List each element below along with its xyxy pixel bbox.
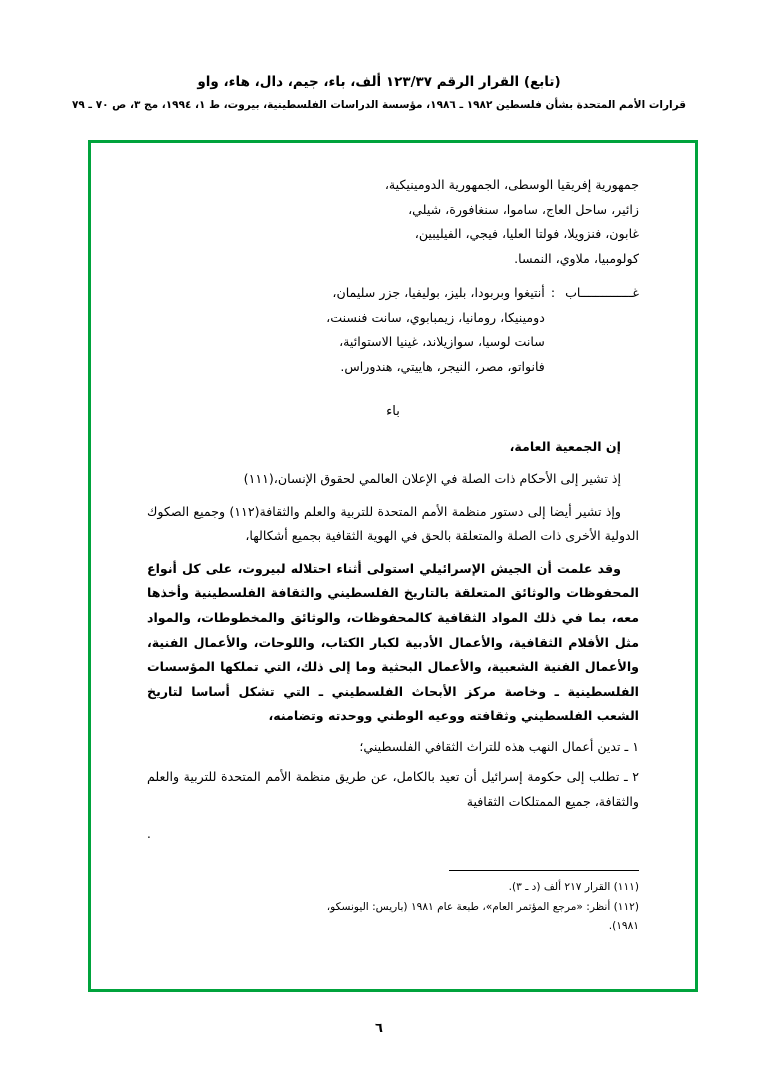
absent-line: فانواتو، مصر، النيجر، هاييتي، هندوراس.: [340, 358, 545, 374]
page-dot-mark: .: [147, 827, 151, 841]
country-list: [147, 173, 639, 271]
absent-label: غــــــــــــــاب: [565, 285, 639, 301]
header-source-line: قرارات الأمم المتحدة بشأن فلسطين ١٩٨٢ ـ ١٩٨٦، مؤسسة الدراسات الفلسطينية، بيروت، ط ١، ١٩٩٤، مج ٣، ص ٧٠ ـ ٧٩: [71, 98, 687, 111]
absent-line: دومينيكا، رومانيا، زيمبابوي، سانت فنسنت،: [326, 309, 545, 325]
absent-line: أنتيغوا وبربودا، بليز، بوليفيا، جزر سليمان،: [332, 285, 545, 301]
operative-item-2: ٢ ـ تطلب إلى حكومة إسرائيل أن تعيد بالكامل، عن طريق منظمة الأمم المتحدة للتربية والعلم والثقافة، جميع الممتلكات الثقافية: [147, 769, 639, 809]
absent-list: [326, 281, 545, 379]
absent-colon: :: [550, 285, 556, 301]
footnote-111: (١١١) القرار ٢١٧ ألف (د ـ ٣).: [508, 881, 639, 894]
operative-item-1: ١ ـ تدين أعمال النهب هذه للتراث الثقافي الفلسطيني؛: [359, 738, 639, 754]
absent-line: سانت لوسيا، سوازيلاند، غينيا الاستوائية،: [339, 334, 545, 350]
country-line: كولومبيا، ملاوي، النمسا.: [514, 250, 639, 266]
country-line: زائير، ساحل العاج، ساموا، سنغافورة، شيلي،: [408, 201, 639, 217]
page-number: ٦: [375, 1021, 383, 1036]
footnote-112-continued: ١٩٨١).: [608, 920, 639, 933]
page-header: [0, 72, 758, 114]
header-title: (تابع) القرار الرقم ١٢٣/٣٧ ألف، باء، جيم، دال، هاء، واو: [197, 74, 561, 90]
preamble-paragraph-1: إذ تشير إلى الأحكام ذات الصلة في الإعلان العالمي لحقوق الإنسان،(١١١): [243, 471, 621, 487]
footnote-rule: [449, 870, 639, 871]
preamble-paragraph-2: وإذ تشير أيضا إلى دستور منظمة الأمم المتحدة للتربية والعلم والثقافة(١١٢) وجميع الصكوك الدولية الأخرى ذات الصلة والمتعلقة بالحق في الهوية الثقافية بجميع أشكالها،: [147, 503, 639, 544]
absent-section: [147, 281, 639, 379]
footnotes: [147, 870, 639, 937]
footnote-112: (١١٢) أنظر: «مرجع المؤتمر العام»، طبعة عام ١٩٨١ (باريس: اليونسكو،: [326, 900, 639, 913]
country-line: جمهورية إفريقيا الوسطى، الجمهورية الدومينيكية،: [384, 177, 639, 192]
document-body: [147, 173, 639, 814]
green-content-frame: [88, 140, 698, 992]
assembly-heading: إن الجمعية العامة،: [509, 438, 621, 454]
main-paragraph: وقد علمت أن الجيش الإسرائيلي استولى أثناء احتلاله لبيروت، على كل أنواع المحفوظات والوثائق المتعلقة بالتاريخ الفلسطيني والثقافة الفلسطينية وأخذها معه، بما في ذلك المواد الثقافية كالمحفوظات، والوثائق والمخطوطات، والمواد مثل الأفلام الثقافية، والأعمال الأدبية لكبار الكتاب، واللوحات، والأعمال الفنية، والأعمال الفنية الشعبية، والأعمال البحثية وما إلى ذلك، التي تملكها المؤسسات الفلسطينية ـ وخاصة مركز الأبحاث الفلسطيني ـ التي تشكل أساسا لتاريخ الشعب الفلسطيني وثقافته ووعيه الوطني ووحدته وتضامنه،: [147, 560, 639, 724]
country-line: غابون، فنزويلا، فولتا العليا، فيجي، الفيليبين،: [414, 226, 639, 242]
section-letter: باء: [386, 404, 400, 420]
